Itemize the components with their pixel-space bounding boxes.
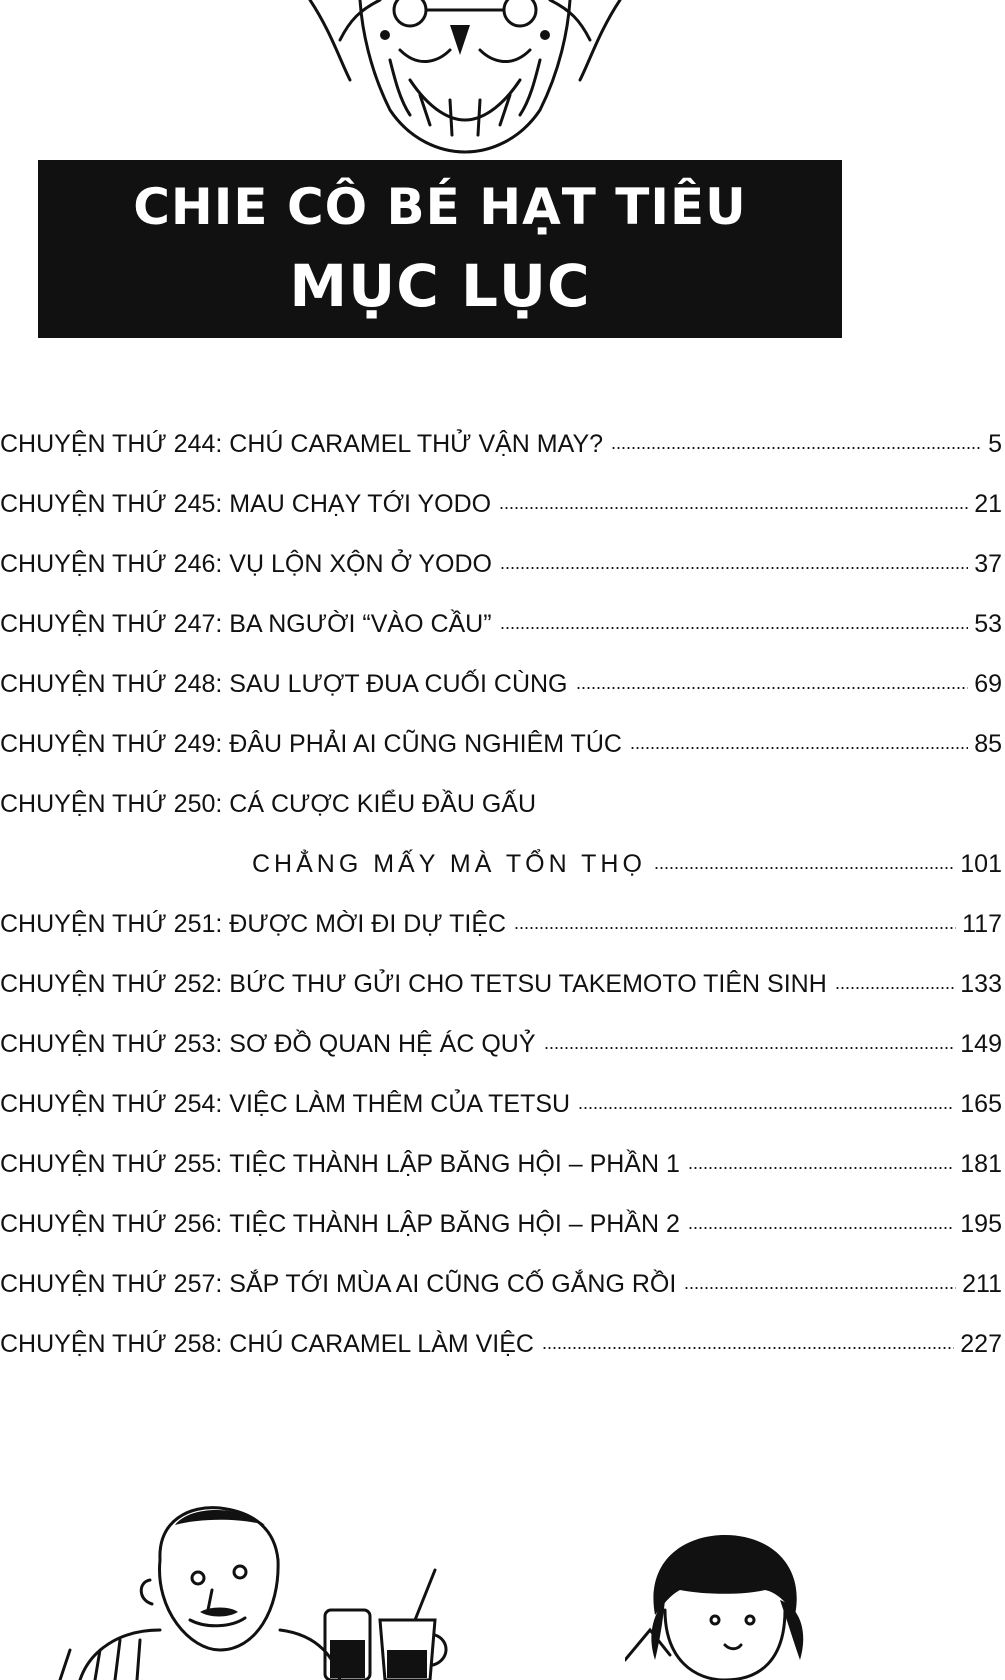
dot-leader [630,746,968,750]
chapter-number: CHUYỆN THỨ 258: [0,1329,223,1358]
chapter-title: CÁ CƯỢC KIỂU ĐẦU GẤU [229,789,537,818]
dot-leader [544,1046,955,1050]
page-number: 21 [974,489,1002,518]
page-number: 37 [974,549,1002,578]
chapter-number: CHUYỆN THỨ 245: [0,489,223,518]
bearded-man-illustration [300,0,630,160]
chapter-number: CHUYỆN THỨ 250: [0,789,223,818]
dot-leader [500,626,969,630]
chapter-title: TIỆC THÀNH LẬP BĂNG HỘI – PHẦN 1 [229,1149,680,1178]
toc-entry [0,1014,1005,1074]
dot-leader [835,986,955,990]
chapter-number: CHUYỆN THỨ 244: [0,429,223,458]
toc-entry [0,714,1005,774]
toc-entry [0,1314,1005,1374]
chapter-number: CHUYỆN THỨ 257: [0,1269,223,1298]
dot-leader [684,1286,956,1290]
chapter-number: CHUYỆN THỨ 254: [0,1089,223,1118]
chapter-number: CHUYỆN THỨ 249: [0,729,223,758]
dot-leader [499,506,968,510]
dot-leader [688,1166,954,1170]
chapter-title: VIỆC LÀM THÊM CỦA TETSU [229,1089,571,1118]
table-of-contents [0,414,1005,1374]
girl-illustration [625,1520,825,1680]
dot-leader [611,446,982,450]
toc-entry [0,474,1005,534]
chapter-title-continued: CHẲNG MẤY MÀ TỔN THỌ [252,849,646,878]
page-number: 117 [962,909,1002,938]
dot-leader [578,1106,954,1110]
page-number: 211 [962,1269,1002,1298]
page-number: 69 [974,669,1002,698]
chapter-title: SƠ ĐỒ QUAN HỆ ÁC QUỶ [229,1029,536,1058]
chapter-title: BỨC THƯ GỬI CHO TETSU TAKEMOTO TIÊN SINH [229,969,827,998]
chapter-number: CHUYỆN THỨ 253: [0,1029,223,1058]
toc-entry [0,414,1005,474]
chapter-number: CHUYỆN THỨ 246: [0,549,223,578]
toc-entry [0,1254,1005,1314]
chapter-title: CHÚ CARAMEL THỬ VẬN MAY? [229,429,604,458]
chapter-title: BA NGƯỜI “VÀO CẦU” [229,609,492,638]
toc-entry [0,774,1005,834]
chapter-number: CHUYỆN THỨ 251: [0,909,223,938]
toc-entry [0,894,1005,954]
dot-leader [500,566,968,570]
chapter-title: ĐÂU PHẢI AI CŨNG NGHIÊM TÚC [229,729,622,758]
chapter-number: CHUYỆN THỨ 255: [0,1149,223,1178]
page-number: 227 [960,1329,1002,1358]
page-number: 101 [960,849,1002,878]
page-number: 181 [960,1149,1002,1178]
dot-leader [576,686,969,690]
toc-entry [0,954,1005,1014]
toc-entry-continuation [0,834,1005,894]
page-number: 133 [960,969,1002,998]
page-number: 165 [960,1089,1002,1118]
page-number: 195 [960,1209,1002,1238]
dot-leader [654,866,954,870]
page-number: 85 [974,729,1002,758]
chapter-number: CHUYỆN THỨ 252: [0,969,223,998]
dot-leader [688,1226,954,1230]
chapter-number: CHUYỆN THỨ 247: [0,609,223,638]
series-title: CHIE CÔ BÉ HẠT TIÊU [133,178,747,236]
chapter-number: CHUYỆN THỨ 256: [0,1209,223,1238]
toc-entry [0,534,1005,594]
toc-entry [0,1074,1005,1134]
page-number: 53 [974,609,1002,638]
chapter-number: CHUYỆN THỨ 248: [0,669,223,698]
toc-entry [0,1134,1005,1194]
toc-entry [0,1194,1005,1254]
contents-heading: MỤC LỤC [289,252,591,320]
page-number: 5 [988,429,1002,458]
chapter-title: ĐƯỢC MỜI ĐI DỰ TIỆC [229,909,507,938]
toc-entry [0,594,1005,654]
chapter-title: SẮP TỚI MÙA AI CŨNG CỐ GẮNG RỒI [229,1269,677,1298]
man-with-drinks-illustration [40,1500,450,1680]
title-banner [38,160,842,338]
chapter-title: CHÚ CARAMEL LÀM VIỆC [229,1329,534,1358]
dot-leader [542,1346,954,1350]
chapter-title: MAU CHẠY TỚI YODO [229,489,492,518]
toc-entry [0,654,1005,714]
chapter-title: TIỆC THÀNH LẬP BĂNG HỘI – PHẦN 2 [229,1209,680,1238]
dot-leader [514,926,956,930]
chapter-title: VỤ LỘN XỘN Ở YODO [229,549,492,578]
page-number: 149 [960,1029,1002,1058]
chapter-title: SAU LƯỢT ĐUA CUỐI CÙNG [229,669,568,698]
